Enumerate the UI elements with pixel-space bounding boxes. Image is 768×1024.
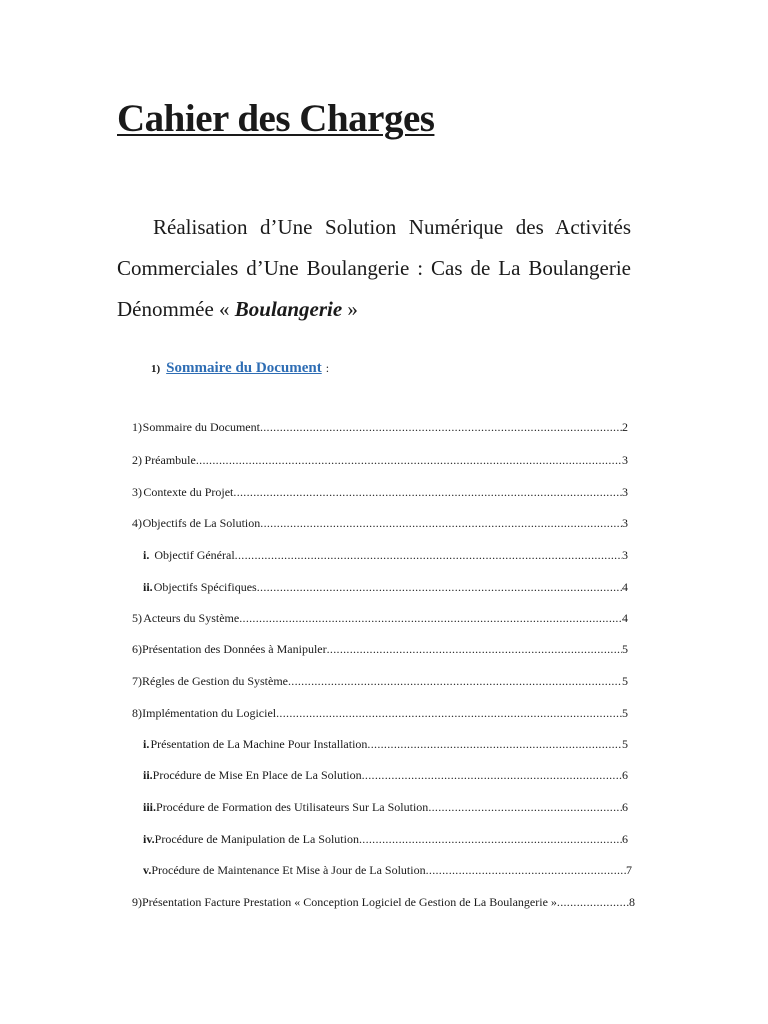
- toc-leader-dots: [257, 579, 622, 595]
- toc-leader-dots: [260, 419, 622, 435]
- toc-entry-label: Présentation de La Machine Pour Installation: [150, 737, 368, 751]
- toc-entry-label: Procédure de Maintenance Et Mise à Jour de La Solution: [151, 863, 426, 877]
- toc-entry-label: Procédure de Formation des Utilisateurs Sur La Solution: [156, 800, 429, 814]
- toc-entry-label: Objectif Général: [154, 548, 235, 562]
- section-heading: [151, 360, 329, 377]
- toc-entry-page: 5: [622, 737, 628, 751]
- toc-leader-dots: [196, 452, 622, 468]
- toc-leader-dots: [428, 799, 622, 815]
- toc-entry-number: iii.: [143, 800, 157, 814]
- toc-entry-page: 8: [629, 895, 635, 909]
- toc-entry-label: Procédure de Mise En Place de La Solution: [152, 768, 362, 782]
- toc-entry-number: 1): [132, 420, 142, 434]
- toc-entry[interactable]: [132, 673, 628, 689]
- toc-entry-number: 5): [132, 611, 142, 625]
- toc-entry-page: 4: [622, 611, 628, 625]
- toc-entry-number: v.: [143, 863, 152, 877]
- toc-entry-number: ii.: [143, 768, 153, 782]
- toc-entry-page: 4: [622, 580, 628, 594]
- toc-entry-number: iv.: [143, 832, 155, 846]
- toc-entry-page: 2: [622, 420, 628, 434]
- toc-entry[interactable]: [132, 641, 628, 657]
- toc-leader-dots: [233, 484, 622, 500]
- toc-leader-dots: [557, 894, 629, 910]
- toc-entry[interactable]: [132, 484, 628, 500]
- toc-leader-dots: [426, 862, 626, 878]
- document-title: Cahier des Charges: [117, 97, 435, 140]
- section-colon: :: [325, 361, 330, 375]
- toc-leader-dots: [288, 673, 622, 689]
- toc-leader-dots: [327, 641, 622, 657]
- toc-entry-page: 5: [622, 674, 628, 688]
- toc-entry-page: 6: [622, 832, 628, 846]
- toc-entry-number: 8): [132, 706, 142, 720]
- toc-entry-number: 3): [132, 485, 142, 499]
- toc-entry-number: ii.: [143, 580, 153, 594]
- toc-entry[interactable]: [143, 579, 628, 595]
- toc-entry[interactable]: [132, 515, 628, 531]
- toc-entry[interactable]: [132, 705, 628, 721]
- toc-entry-page: 6: [622, 768, 628, 782]
- section-title-link[interactable]: Sommaire du Document: [166, 360, 322, 376]
- toc-entry-number: 7): [132, 674, 142, 688]
- toc-entry[interactable]: [143, 547, 628, 563]
- toc-entry-number: 6): [132, 642, 142, 656]
- toc-entry-number: 4): [132, 516, 142, 530]
- section-number: 1): [151, 363, 161, 375]
- toc-leader-dots: [239, 610, 622, 626]
- toc-entry-page: 3: [622, 485, 628, 499]
- toc-entry-number: 9): [132, 895, 142, 909]
- toc-leader-dots: [235, 547, 622, 563]
- toc-entry[interactable]: [132, 452, 628, 468]
- toc-entry[interactable]: [132, 419, 628, 435]
- toc-entry-label: Acteurs du Système: [143, 611, 240, 625]
- toc-leader-dots: [260, 515, 622, 531]
- toc-entry-label: Régles de Gestion du Système: [142, 674, 288, 688]
- toc-entry-page: 5: [622, 642, 628, 656]
- toc-entry-page: 3: [622, 548, 628, 562]
- toc-entry-number: i.: [143, 737, 150, 751]
- toc-entry-label: Sommaire du Document: [142, 420, 260, 434]
- toc-entry-page: 3: [622, 453, 628, 467]
- toc-entry-label: Présentation Facture Prestation « Conception Logiciel de Gestion de La Boulangerie »: [142, 895, 557, 909]
- subtitle-end: »: [342, 297, 358, 321]
- toc-entry-number: i.: [143, 548, 150, 562]
- toc-entry-page: 5: [622, 706, 628, 720]
- toc-entry[interactable]: [143, 831, 628, 847]
- toc-entry[interactable]: [143, 862, 632, 878]
- toc-entry[interactable]: [143, 736, 628, 752]
- toc-entry-page: 6: [622, 800, 628, 814]
- toc-entry-label: Présentation des Données à Manipuler: [142, 642, 327, 656]
- toc-entry-label: Implémentation du Logiciel: [142, 706, 277, 720]
- toc-entry[interactable]: [143, 767, 628, 783]
- toc-entry-label: Procédure de Manipulation de La Solution: [154, 832, 359, 846]
- toc-entry[interactable]: [143, 799, 628, 815]
- toc-entry-page: 3: [622, 516, 628, 530]
- toc-entry[interactable]: [132, 610, 628, 626]
- toc-entry-label: Objectifs Spécifiques: [153, 580, 257, 594]
- toc-entry-label: Objectifs de La Solution: [142, 516, 261, 530]
- toc-entry[interactable]: [132, 894, 635, 910]
- toc-entry-page: 7: [626, 863, 632, 877]
- toc-leader-dots: [367, 736, 622, 752]
- toc-leader-dots: [276, 705, 622, 721]
- document-subtitle: [117, 207, 631, 330]
- toc-entry-number: 2): [132, 453, 142, 467]
- toc-entry-label: Contexte du Projet: [143, 485, 234, 499]
- toc-entry-label: Préambule: [144, 453, 196, 467]
- toc-leader-dots: [359, 831, 622, 847]
- bakery-name: Boulangerie: [234, 297, 343, 321]
- toc-leader-dots: [362, 767, 622, 783]
- subtitle-text: Réalisation d’Une Solution Numérique des Activités Commerciales d’Une Boulangerie : Cas de La Boulangerie Dénommée «: [117, 215, 631, 321]
